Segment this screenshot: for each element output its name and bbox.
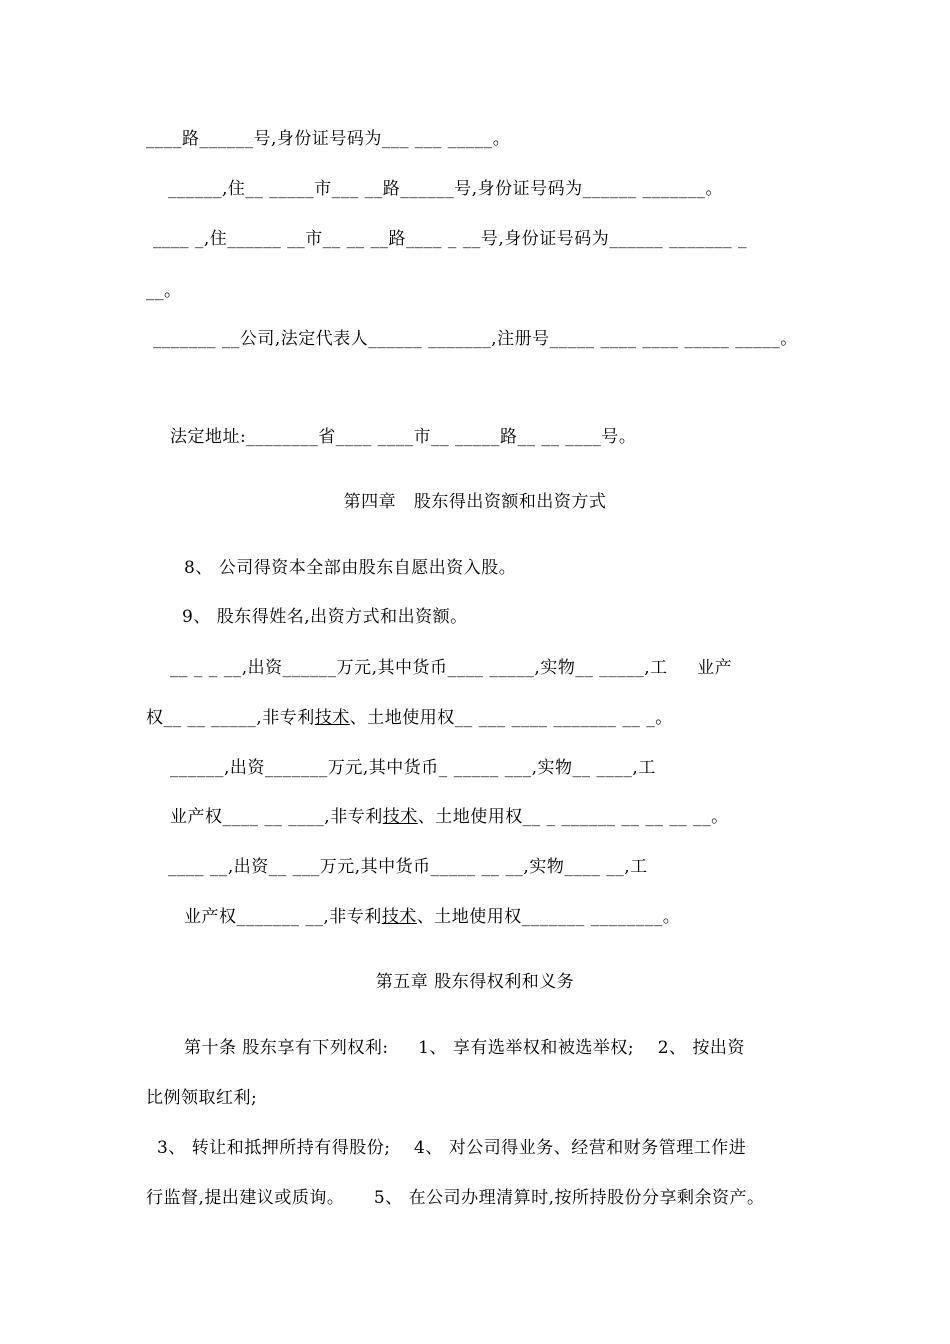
shareholder-1-line-2 — [146, 706, 673, 730]
article-10-line-3: 3、 转让和抵押所持有得股份; 4、 对公司得业务、经营和财务管理工作进 — [157, 1138, 747, 1158]
article-10-line-4: 行监督,提出建议或质询。 5、 在公司办理清算时,按所持股份分享剩余资产。 — [146, 1188, 765, 1208]
shareholder-1-line-2-pre: 权__ __ _____,非专利 — [146, 708, 315, 728]
address-line-3: ____ _,住______ __市__ __ __路____ _ __号,身份证号码为______ _______ _ — [153, 229, 748, 249]
chapter-5-heading: 第五章 股东得权利和义务 — [375, 972, 575, 992]
technology-link[interactable]: 技术 — [382, 807, 418, 827]
shareholder-3-line-1: ____ __,出资__ ___万元,其中货币_____ __ __,实物____ __,工 — [168, 857, 648, 877]
technology-link[interactable]: 技术 — [381, 907, 417, 927]
shareholder-3-line-2-pre: 业产权_______ __,非专利 — [184, 907, 382, 927]
shareholder-3-line-2-post: 、土地使用权_______ ________。 — [416, 907, 681, 927]
shareholder-2-line-2-pre: 业产权____ __ ____,非专利 — [170, 807, 383, 827]
shareholder-1-line-2-post: 、土地使用权__ ___ ____ _______ __ _。 — [349, 708, 673, 728]
article-9: 9、 股东得姓名,出资方式和出资额。 — [182, 607, 468, 627]
shareholder-1-line-1: __ _ _ __,出资______万元,其中货币____ _____,实物__ _____,工 业产 — [170, 658, 733, 678]
shareholder-3-line-2 — [184, 905, 680, 929]
article-10-line-2: 比例领取红利; — [146, 1088, 258, 1108]
shareholder-2-line-1: ______,出资_______万元,其中货币_ _____ ___,实物__ ____,工 — [170, 758, 656, 778]
legal-address-line: 法定地址:________省____ ____市__ _____路__ __ ____号。 — [170, 427, 637, 447]
company-legal-rep-line: _______ __公司,法定代表人______ _______,注册号_____ ____ ____ _____ _____。 — [153, 329, 798, 349]
address-line-2: ______,住__ _____市___ __路______号,身份证号码为______ _______。 — [168, 179, 724, 199]
address-line-3-continuation: __。 — [146, 281, 182, 301]
technology-link[interactable]: 技术 — [314, 708, 350, 728]
article-8: 8、 公司得资本全部由股东自愿出资入股。 — [184, 558, 517, 578]
article-10-line-1: 第十条 股东享有下列权利: 1、 享有选举权和被选举权; 2、 按出资 — [184, 1038, 745, 1058]
chapter-4-heading: 第四章 股东得出资额和出资方式 — [343, 492, 607, 512]
shareholder-2-line-2-post: 、土地使用权__ _ ______ __ __ __ __。 — [417, 807, 729, 827]
shareholder-2-line-2 — [170, 805, 729, 829]
address-line-1: ____路______号,身份证号码为___ ___ _____。 — [146, 129, 511, 149]
